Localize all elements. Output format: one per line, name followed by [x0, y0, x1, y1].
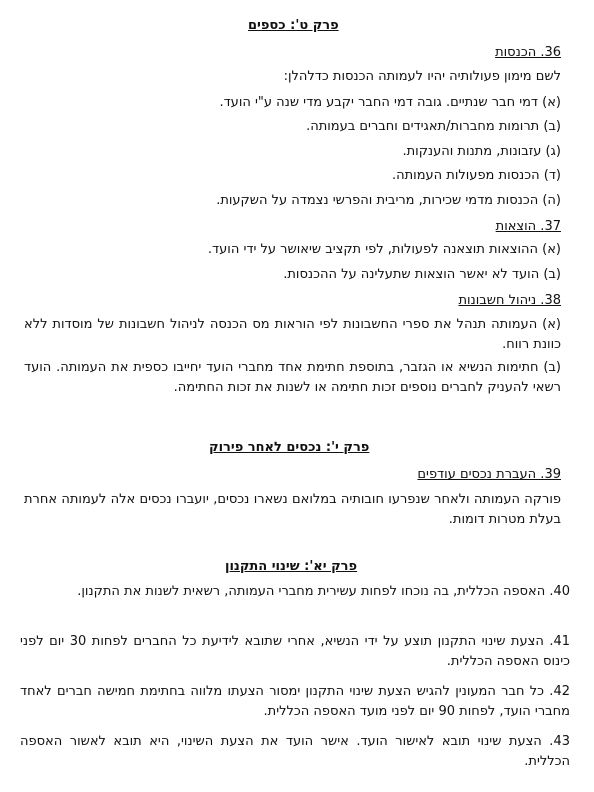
section-38-item-a: (א) העמותה תנהל את ספרי החשבונות לפי הוראות מס הכנסה לניהול חשבונות של מוסדות ללא כוונת רווח. — [24, 317, 561, 352]
section-42-text: 42. כל חבר המעונין להגיש הצעת שינוי התקנון ימסור הצעתו מלווה בחתימת חמישה חברים לאחד מחברי הועד, לפחות 90 יום לפני מועד האספה הכללית. — [20, 684, 570, 719]
section-38-item-b: (ב) חתימות הנשיא או הגזבר, בתוספת חתימת אחד מחברי הועד יחייבו כספית את העמותה. הועד רשאי להעניק לחברים נוספים זכות חתימה או לשנות את זכות החתימה. — [24, 360, 561, 395]
section-40-text: 40. האספה הכללית, בה נוכחו לפחות עשירית מחברי העמותה, רשאית לשנות את התקנון. — [77, 584, 570, 599]
section-37-item-b: (ב) הועד לא יאשר הוצאות שתעלינה על ההכנסות. — [283, 267, 561, 282]
section-36-heading: 36. הכנסות — [495, 45, 561, 60]
section-39-text: פורקה העמותה ולאחר שנפרעו חובותיה במלואם נשארו נכסים, יועברו נכסים אלה לעמותה אחרת בעלת מטרות דומות. — [24, 492, 561, 527]
section-39-heading: 39. העברת נכסים עודפים — [417, 467, 561, 482]
section-43-text: 43. הצעת שינוי תובא לאישור הועד. אישר הועד את הצעת השינוי, היא תובא לאשור האספה הכללית. — [20, 734, 570, 769]
section-36-item-d: (ד) הכנסות מפעולות העמותה. — [391, 168, 561, 183]
section-36-item-e: (ה) הכנסות מדמי שכירות, מריבית והפרשי נצמדה על השקעות. — [216, 193, 561, 208]
section-36-intro: לשם מימון פעולותיה יהיו לעמותה הכנסות כדלהלן: — [283, 69, 561, 84]
chapter-11-title: פרק יא': שינוי התקנון — [225, 559, 358, 574]
section-38-heading: 38. ניהול חשבונות — [458, 293, 561, 308]
section-36-item-a: (א) דמי חבר שנתיים. גובה דמי החבר יקבע מדי שנה ע"י הועד. — [219, 95, 561, 110]
section-37-item-a: (א) ההוצאות תוצאנה לפעולות, לפי תקציב שיאושר על ידי הועד. — [207, 242, 561, 257]
section-36-item-c: (ג) עזבונות, מתנות והענקות. — [402, 144, 561, 159]
chapter-10-title: פרק י': נכסים לאחר פירוק — [209, 440, 370, 455]
section-37-heading: 37. הוצאות — [495, 219, 561, 234]
chapter-9-title: פרק ט': כספים — [248, 18, 339, 33]
section-41-text: 41. הצעת שינוי התקנון תוצע על ידי הנשיא, אחרי שתובא לידיעת כל החברים לפחות 30 יום לפני כינוס האספה הכללית. — [20, 634, 570, 669]
section-36-item-b: (ב) תרומות מחברות/תאגידים וחברים בעמותה. — [306, 119, 561, 134]
